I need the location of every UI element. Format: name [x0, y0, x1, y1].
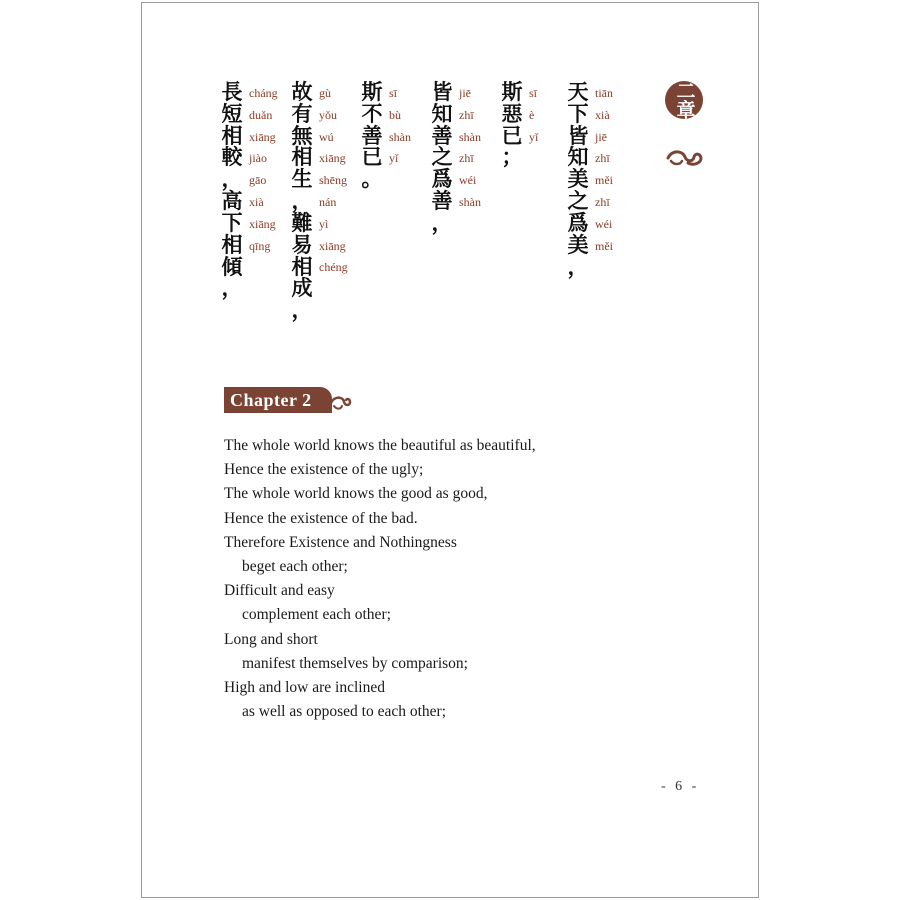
english-translation	[224, 434, 536, 724]
pinyin-syllable: shàn	[459, 129, 481, 144]
pinyin-syllable: shàn	[389, 129, 411, 144]
chapter-badge	[665, 81, 703, 119]
verse-pinyin	[249, 83, 293, 257]
verse-chinese: 長 短 相 較 ， 高 下 相 傾 ，	[221, 79, 243, 301]
verse-chinese: 皆 知 善 之 爲 善 ，	[431, 79, 453, 235]
translation-line: beget each other;	[242, 558, 348, 576]
pinyin-syllable: měi	[595, 238, 613, 253]
translation-line: Hence the existence of the ugly;	[224, 461, 424, 479]
book-page	[141, 2, 759, 898]
pinyin-syllable: duǎn	[249, 107, 273, 122]
cloud-ornament-icon	[330, 395, 352, 411]
pinyin-syllable: nán	[319, 194, 337, 209]
pinyin-syllable: xiāng	[319, 238, 346, 253]
pinyin-syllable: měi	[595, 173, 613, 188]
pinyin-syllable: zhī	[595, 194, 610, 209]
pinyin-syllable: xiāng	[249, 216, 276, 231]
pinyin-syllable: zhī	[459, 151, 474, 166]
verse-pinyin	[595, 83, 639, 257]
chapter-heading-label: Chapter 2	[230, 390, 312, 410]
pinyin-syllable: gù	[319, 86, 331, 100]
translation-line: Difficult and easy	[224, 582, 335, 600]
translation-line: Therefore Existence and Nothingness	[224, 533, 457, 551]
translation-line: Hence the existence of the bad.	[224, 509, 418, 527]
pinyin-syllable: yǒu	[319, 107, 337, 122]
verse-pinyin	[529, 83, 573, 148]
pinyin-syllable: bù	[389, 107, 401, 122]
pinyin-syllable: yǐ	[389, 151, 399, 166]
pinyin-syllable: xiāng	[249, 129, 276, 144]
translation-line: The whole world knows the beautiful as beautiful,	[224, 437, 536, 454]
verse-chinese: 斯 惡 已 ；	[501, 79, 523, 170]
pinyin-syllable: wéi	[459, 173, 477, 188]
page-number: - 6 -	[661, 779, 700, 794]
pinyin-syllable: è	[529, 107, 535, 122]
pinyin-syllable: yǐ	[529, 129, 539, 144]
verse-chinese: 故 有 無 相 生 ， 難 易 相 成 ，	[291, 79, 313, 323]
pinyin-syllable: yì	[319, 216, 329, 231]
pinyin-syllable: sī	[389, 86, 398, 100]
translation-line: Long and short	[224, 630, 318, 648]
pinyin-syllable: zhī	[459, 107, 474, 122]
pinyin-syllable: shēng	[319, 173, 347, 188]
translation-line: manifest themselves by comparison;	[242, 654, 468, 672]
verse-pinyin	[459, 83, 503, 214]
pinyin-syllable: shàn	[459, 194, 481, 209]
translation-line: The whole world knows the good as good,	[224, 485, 488, 503]
pinyin-syllable: jiē	[595, 129, 607, 144]
verse-chinese: 天 下 皆 知 美 之 爲 美 ，	[567, 79, 589, 279]
translation-line: as well as opposed to each other;	[242, 703, 447, 721]
pinyin-syllable: zhī	[595, 151, 610, 166]
pinyin-syllable: sī	[529, 86, 538, 100]
pinyin-syllable: xià	[249, 194, 264, 209]
verse-chinese: 斯 不 善 已 。	[361, 79, 383, 192]
pinyin-syllable: gāo	[249, 173, 267, 188]
pinyin-syllable: jiē	[459, 86, 471, 100]
pinyin-syllable: xiāng	[319, 151, 346, 166]
pinyin-syllable: wú	[319, 129, 334, 144]
chapter-badge-text: 二章	[673, 81, 696, 119]
pinyin-syllable: tiān	[595, 86, 613, 100]
verse-pinyin	[319, 83, 363, 279]
translation-line: complement each other;	[242, 606, 391, 624]
pinyin-syllable: jiào	[249, 151, 267, 166]
pinyin-syllable: chéng	[319, 260, 348, 275]
pinyin-syllable: qīng	[249, 238, 271, 253]
chapter-heading	[224, 387, 350, 413]
pinyin-syllable: xià	[595, 107, 610, 122]
translation-line: High and low are inclined	[224, 679, 385, 697]
cloud-ornament-icon	[666, 148, 704, 168]
pinyin-syllable: cháng	[249, 86, 278, 100]
pinyin-syllable: wéi	[595, 216, 613, 231]
verse-pinyin	[389, 83, 433, 170]
